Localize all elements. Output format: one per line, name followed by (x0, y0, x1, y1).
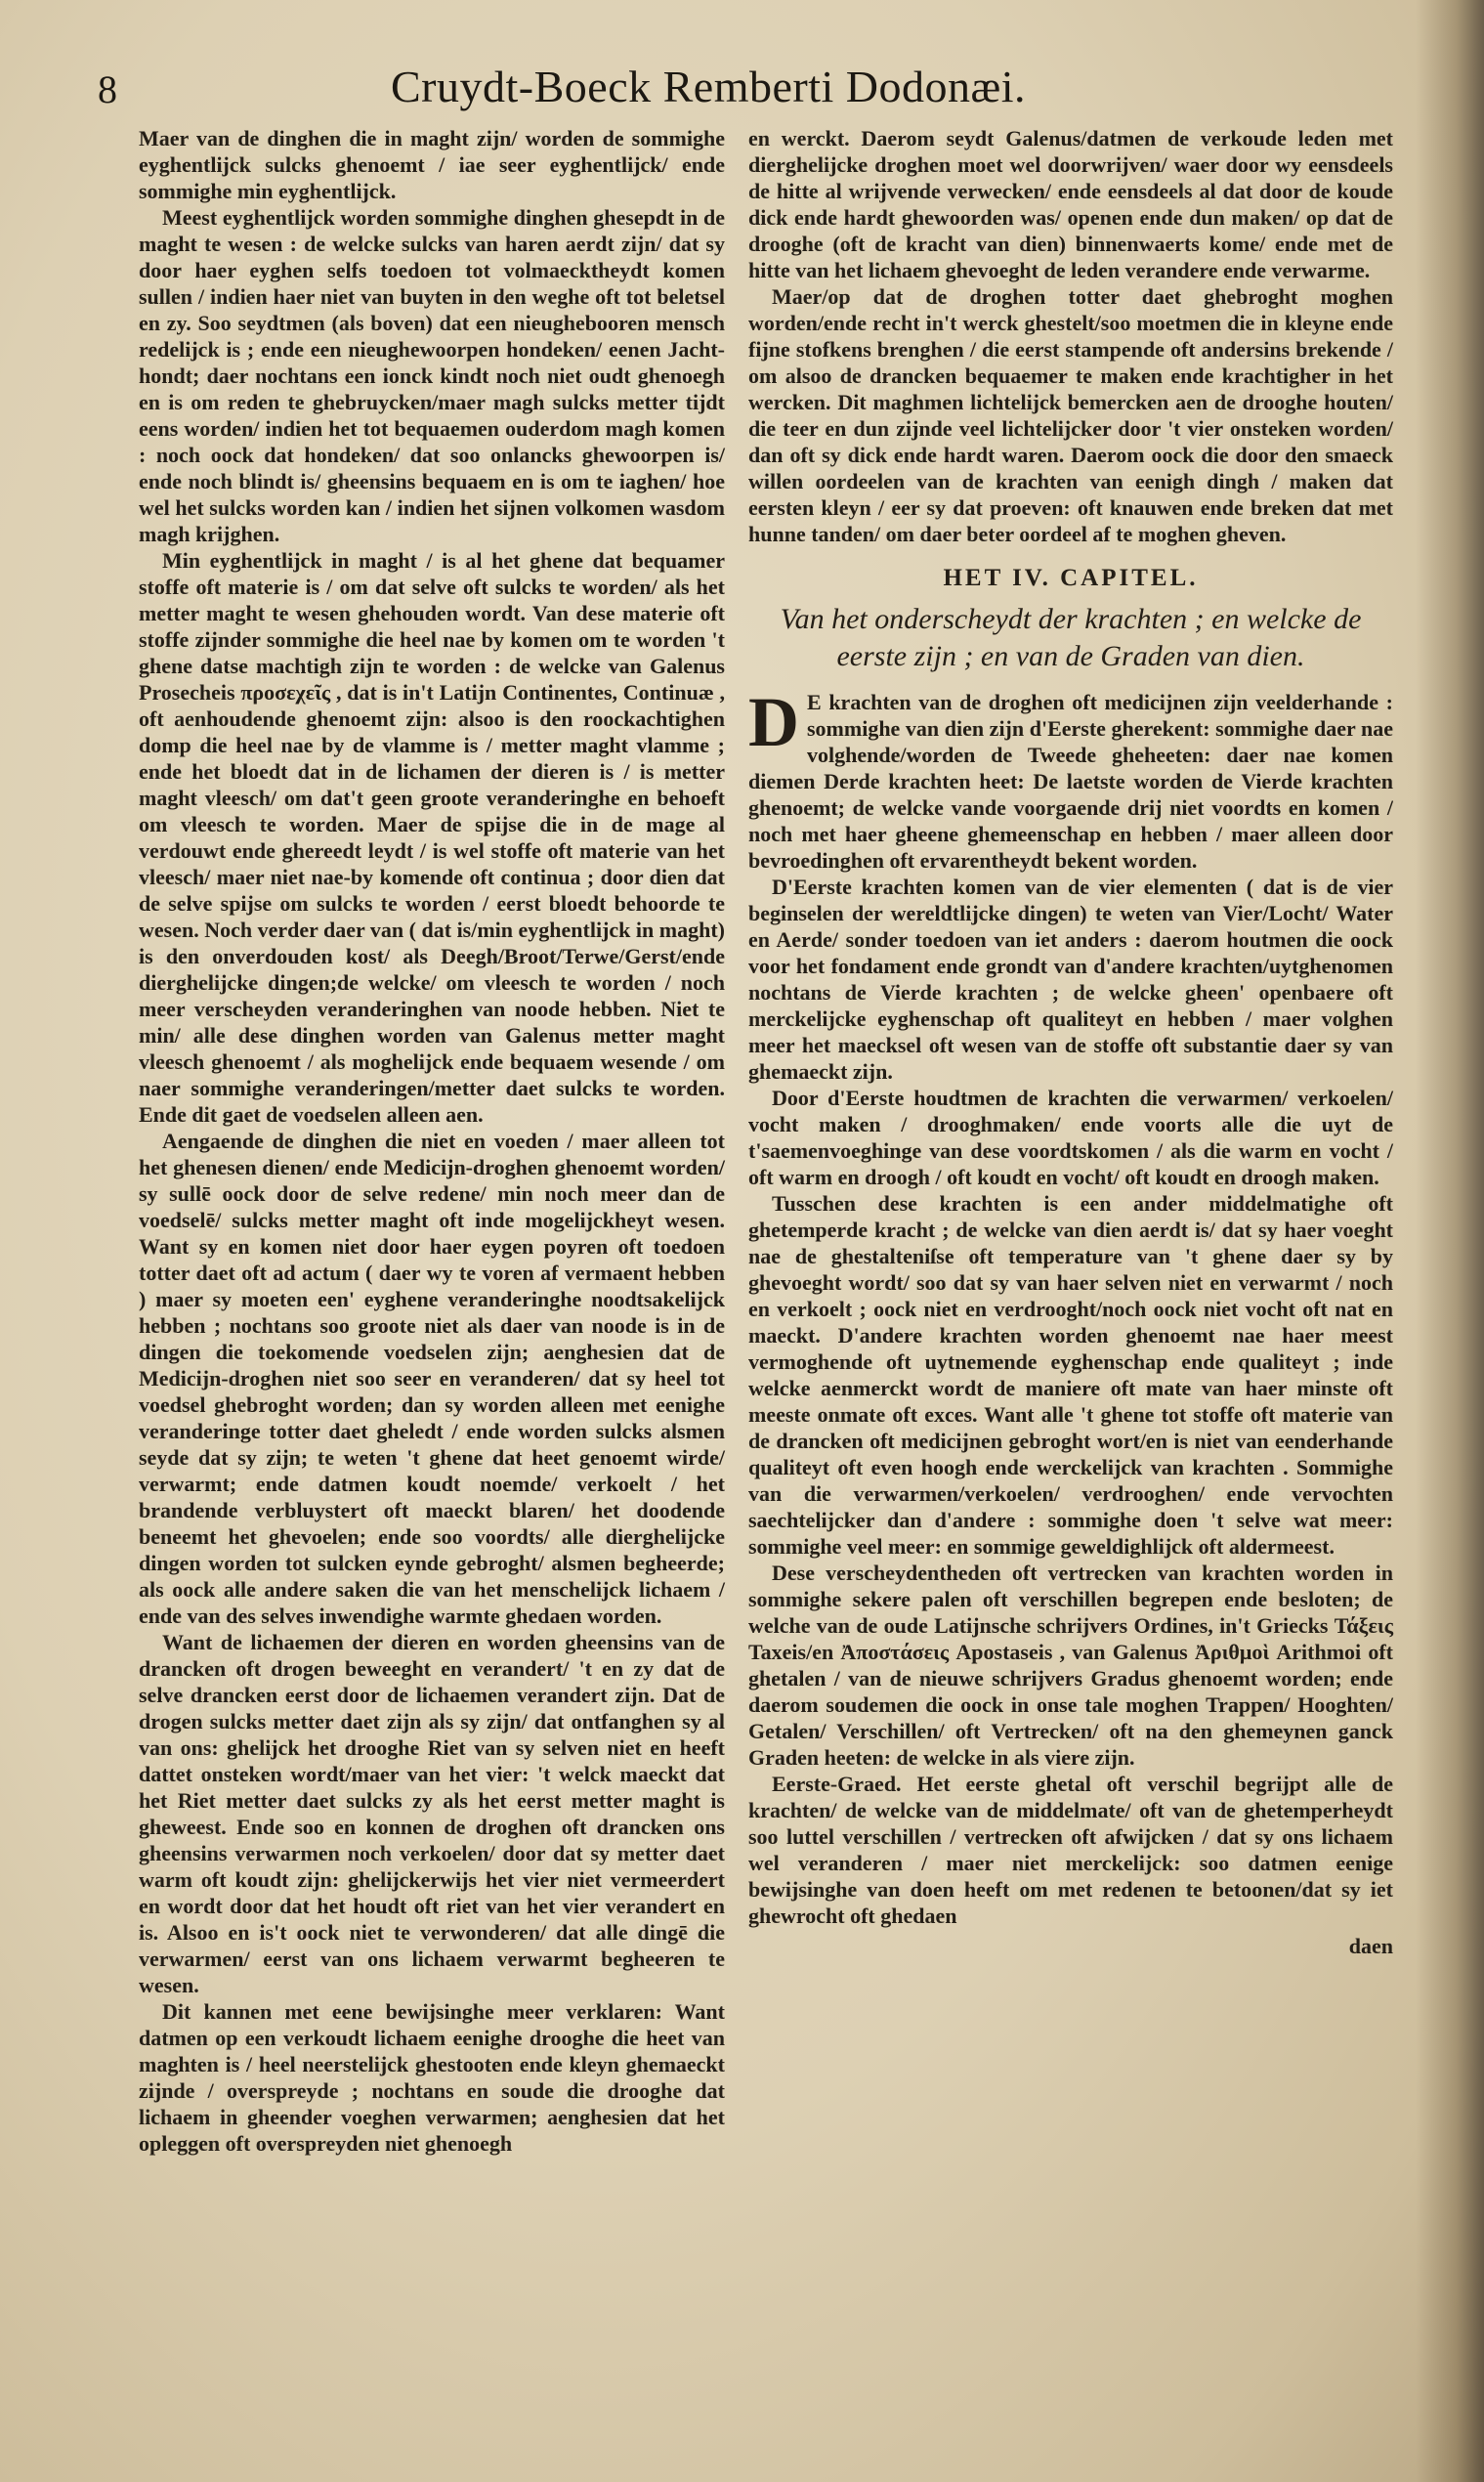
paragraph: Min eyghentlijck in maght / is al het ghene dat bequamer stoffe oft materie is / om dat selve oft sulcks te worden/ als het metter maght te wesen ghehouden wordt. Van dese materie oft stoffe zijnder sommighe die heel nae by komen om te worden 't ghene datse machtigh zijn te worden : de welcke van Galenus Prosecheis προσεχεῖς , dat is in't Latijn Continentes, Continuæ , oft aenhoudende ghenoemt zijn: alsoo is den roockachtighen domp die heel nae by de vlamme is / metter maght vlamme ; ende het bloedt dat in de lichamen der dieren is / is metter maght vleesch/ om dat't geen groote veranderinghe en behoeft om vleesch te worden. Maer de spijse die in de mage al verdouwt ende ghereedt leydt / is wel stoffe oft materie van het vleesch/ maer niet nae-by komende oft continua ; door dien dat de selve spijse om sulcks te worden / eerst bloedt behoorde te wesen. Noch verder daer van ( dat is/min eyghentlijck in maght) is den onverdouden kost/ als Deegh/Broot/Terwe/Gerst/ende dierghelijcke dingen;de welcke/ om vleesch te worden / noch meer verscheyden veranderinghen van noode hebben. Niet te min/ alle dese dinghen worden van Galenus metter maght vleesch ghenoemt / als moghelijck ende bequaem wesende / om naer sommighe veranderingen/metter daet sulcks te worden. Ende dit gaet de voedselen alleen aen. (139, 548, 725, 1127)
right-column (748, 125, 1393, 1959)
page-number: 8 (98, 67, 117, 111)
page-gutter-shadow (1416, 0, 1484, 2482)
paragraph: E krachten van de droghen oft medicijnen zijn veelderhande : sommighe van dien zijn d'Eerste gherekent: sommighe daer nae volghende/worden de Tweede gheheeten: daer nae komen diemen Derde krachten heet: De laetste worden de Vierde krachten ghenoemt; de welcke vande voorgaende drij niet voordts en komen / noch met haer gheene ghemeenschap en hebben / maer alleen door bevroedinghen oft ervarentheydt bekent worden. (748, 690, 1393, 873)
paragraph: Eerste-Graed. Het eerste ghetal oft verschil begrijpt alle de krachten/ de welcke van de middelmate/ oft van de ghetemperheydt soo luttel verschillen / vertrecken oft afwijcken / dat sy ons lichaem wel veranderen / maer niet merckelijck: soo datmen eenige bewijsinghe van doen heeft om met redenen te betoonen/dat sy iet ghewrocht oft ghedaen (748, 1772, 1393, 1928)
paragraph: Meest eyghentlijck worden sommighe dinghen ghesepdt in de maght te wesen : de welcke sulcks van haren aerdt zijn/ dat sy door haer eyghen selfs toedoen tot volmaecktheydt komen sullen / indien haer niet van buyten in den weghe oft tot beletsel en zy. Soo seydtmen (als boven) dat een nieughebooren mensch redelijck is ; ende een nieughewoorpen hondeken/ eenen Jacht-hondt; daer nochtans een ionck kindt noch niet oudt ghenoegh en is om reden te ghebruycken/maer magh sulcks metter tijdt eens worden/ indien het tot bequaemen ouderdom magh komen : noch oock dat hondeken/ dat soo onlancks ghewoorpen is/ ende noch blindt is/ gheensins bequaem en is om te iaghen/ hoe wel het sulcks worden kan / indien het sijnen volkomen wasdom magh krijghen. (139, 205, 725, 546)
paragraph: Tusschen dese krachten is een ander middelmatighe oft ghetemperde kracht ; de welcke van dien aerdt is/ dat sy haer voeght nae de ghestalteniſse oft temperature van 't ghene daer sy by ghevoeght wordt/ soo dat sy van haer selven niet en verwarmt / noch en verkoelt ; oock niet en verdrooght/noch oock niet vocht oft nat en maeckt. D'andere krachten worden ghenoemt nae haer meest vermoghende oft uytnemende eyghenschap ende qualiteyt ; inde welcke aenmerckt wordt de maniere oft mate van haer minste oft meeste onmate oft exces. Want alle 't ghene tot stoffe oft materie van de drancken oft medicijnen gebroght wort/en is niet van eenderhande qualiteyt oft even hoogh ende werckelijck van krachten . Sommighe van die verwarmen/verkoelen/ verdrooghen/ ende vervochten saechtelijcker dan d'andere : sommighe doen 't selve wat meer: sommighe veel meer: en sommige geweldighlijck oft aldermeest. (748, 1191, 1393, 1559)
paragraph: D'Eerste krachten komen van de vier elementen ( dat is de vier beginselen der wereldtlijcke dingen) te weten van Vier/Locht/ Water en Aerde/ sonder toedoen van iet anders : daerom houtmen die oock voor het fondament ende grondt van d'andere krachten/uytghenomen nochtans de Vierde krachten ; de welcke gheen' openbaere oft merckelijcke eyghenschap oft qualiteyt en hebben / maer volghen meer het maecksel oft wesen van de stoffe oft substantie daer sy van ghemaeckt zijn. (748, 875, 1393, 1084)
paragraph: Dese verscheydentheden oft vertrecken van krachten worden in sommighe sekere palen oft verschillen begrepen ende besloten; de welche van de oude Latijnsche schrijvers Ordines, in't Griecks Τάξεις Taxeis/en Ἀποστάσεις Apostaseis , van Galenus Ἀριθμοὶ Arithmoi oft ghetalen / van de nieuwe schrijvers Gradus ghenoemt worden; ende daerom soudemen die oock in onse tale moghen Trappen/ Hooghten/ Getalen/ Verschillen/ oft Vertrecken/ oft na den ghemeynen ganck Graden heeten: de welcke in als viere zijn. (748, 1561, 1393, 1770)
page-header (98, 61, 1368, 129)
paragraph: Aengaende de dinghen die niet en voeden / maer alleen tot het ghenesen dienen/ ende Medicijn-droghen ghenoemt worden/ sy sullē oock door de selve redene/ min noch meer dan de voedselē/ sulcks metter maght oft inde mogelijckheyt wesen. Want sy en komen niet door haer eygen poyren oft toedoen totter daet oft ad actum ( daer wy te voren af vermaent hebben ) maer sy moeten een' eyghene veranderinghe noodtsakelijck hebben ; nochtans soo groote niet als daer van noode is in de dingen die toekomende voedselen zijn; aenghesien dat de Medicijn-droghen niet soo seer en veranderen/ dat sy heel tot voedsel ghebroght worden; dan sy worden alleen met eenighe veranderinge totter daet gheledt / ende worden sulcks alsmen seyde dat sy zijn; te weten 't ghene dat heet genoemt wirde/ verwarmt; ende datmen koudt noemde/ verkoelt / het brandende verbluystert oft maeckt blaren/ het doodende beneemt het ghevoelen; ende soo voordts/ alle dierghelijcke dingen worden tot sulcken eynde gebroght/ alsmen begheerde; als oock alle andere saken die van het menschelijck lichaem / ende van des selves inwendighe warmte ghedaen worden. (139, 1129, 725, 1628)
chapter-title: Van het onderscheydt der krachten ; en welcke de eerste zijn ; en van de Graden van dien. (780, 603, 1362, 672)
left-column (139, 125, 725, 2157)
chapter-heading: HET IV. CAPITEL. (943, 565, 1199, 591)
drop-cap-initial: D (748, 689, 799, 761)
paragraph: Maer/op dat de droghen totter daet ghebroght moghen worden/ende recht in't werck ghestelt/soo moetmen die in kleyne ende fijne stofkens brenghen / die eerst stampende oft andersins brekende / om alsoo de drancken bequaemer te maken ende krachtigher in het wercken. Dit maghmen lichtelijck bemercken aen de drooghe houten/ die teer en dun zijnde veel lichtelijcker door 't vier onsteken worden/ dan oft sy dick ende hardt waren. Daerom oock die door den smaeck willen oordeelen van de krachten van eenigh dingh / maken dat eersten kleyn / eer sy dat proeven: oft knauwen ende breken dat met hunne tanden/ om daer beter oordeel af te moghen gheven. (748, 284, 1393, 546)
paragraph: Want de lichaemen der dieren en worden gheensins van de drancken oft drogen beweeght en verandert/ 't en zy dat de selve drancken eerst door de lichaemen verandert zijn. Dat de drogen sulcks metter daet zijn als sy zijn/ dat ontfanghen sy al van ons: ghelijck het drooghe Riet van sy selven niet en heeft dattet onsteken wordt/maer van het vier: 't welck maeckt dat het Riet metter daet sulcks zy als het eerst metter maght is gheweest. Ende soo en konnen de droghen oft drancken ons gheensins verwarmen noch verkoelen/ door dat sy metter daet warm oft koudt zijn: ghelijckerwijs het vier niet vermeerdert en wordt door dat het houdt oft riet van het vier verandert en is. Alsoo en is't oock niet te verwonderen/ dat alle dingē die verwarmen/ eerst van ons lichaem verwarmt begheeren te wesen. (139, 1630, 725, 1997)
paragraph: Door d'Eerste houdtmen de krachten die verwarmen/ verkoelen/ vocht maken / drooghmaken/ ende voorts alle die uyt de t'saemenvoeghinge van dese voordtskomen / als die warm en vocht / oft warm en droogh / oft koudt en vocht/ oft koudt en droogh maken. (748, 1086, 1393, 1189)
paragraph: Dit kannen met eene bewijsinghe meer verklaren: Want datmen op een verkoudt lichaem eenighe drooghe die heet van maghten is / heel neerstelijck ghestooten ende kleyn ghemaeckt zijnde / overspreyde ; nochtans en soude die drooghe dat lichaem in gheender voeghen verwarmen; aenghesien dat het opleggen oft overspreyden niet ghenoegh (139, 1999, 725, 2156)
catchword: daen (1348, 1934, 1393, 1958)
chapter-opening (748, 689, 1393, 874)
running-title: Cruydt-Boeck Remberti Dodonæi. (391, 62, 1026, 111)
paragraph: en werckt. Daerom seydt Galenus/datmen de verkoude leden met dierghelijcke droghen moet wel doorwrijven/ waer door wy eensdeels de hitte al wrijvende verwecken/ ende eensdeels al dat door de koude dick ende hardt ghewoorden was/ openen ende dun maken/ op dat de drooghe (oft de kracht van dien) binnenwaerts kome/ ende met de hitte van het lichaem ghevoeght de leden verandere ende verwarme. (748, 126, 1393, 282)
paragraph: Maer van de dinghen die in maght zijn/ worden de sommighe eyghentlijck sulcks ghenoemt / iae seer eyghentlijck/ ende sommighe min eyghentlijck. (139, 126, 725, 203)
